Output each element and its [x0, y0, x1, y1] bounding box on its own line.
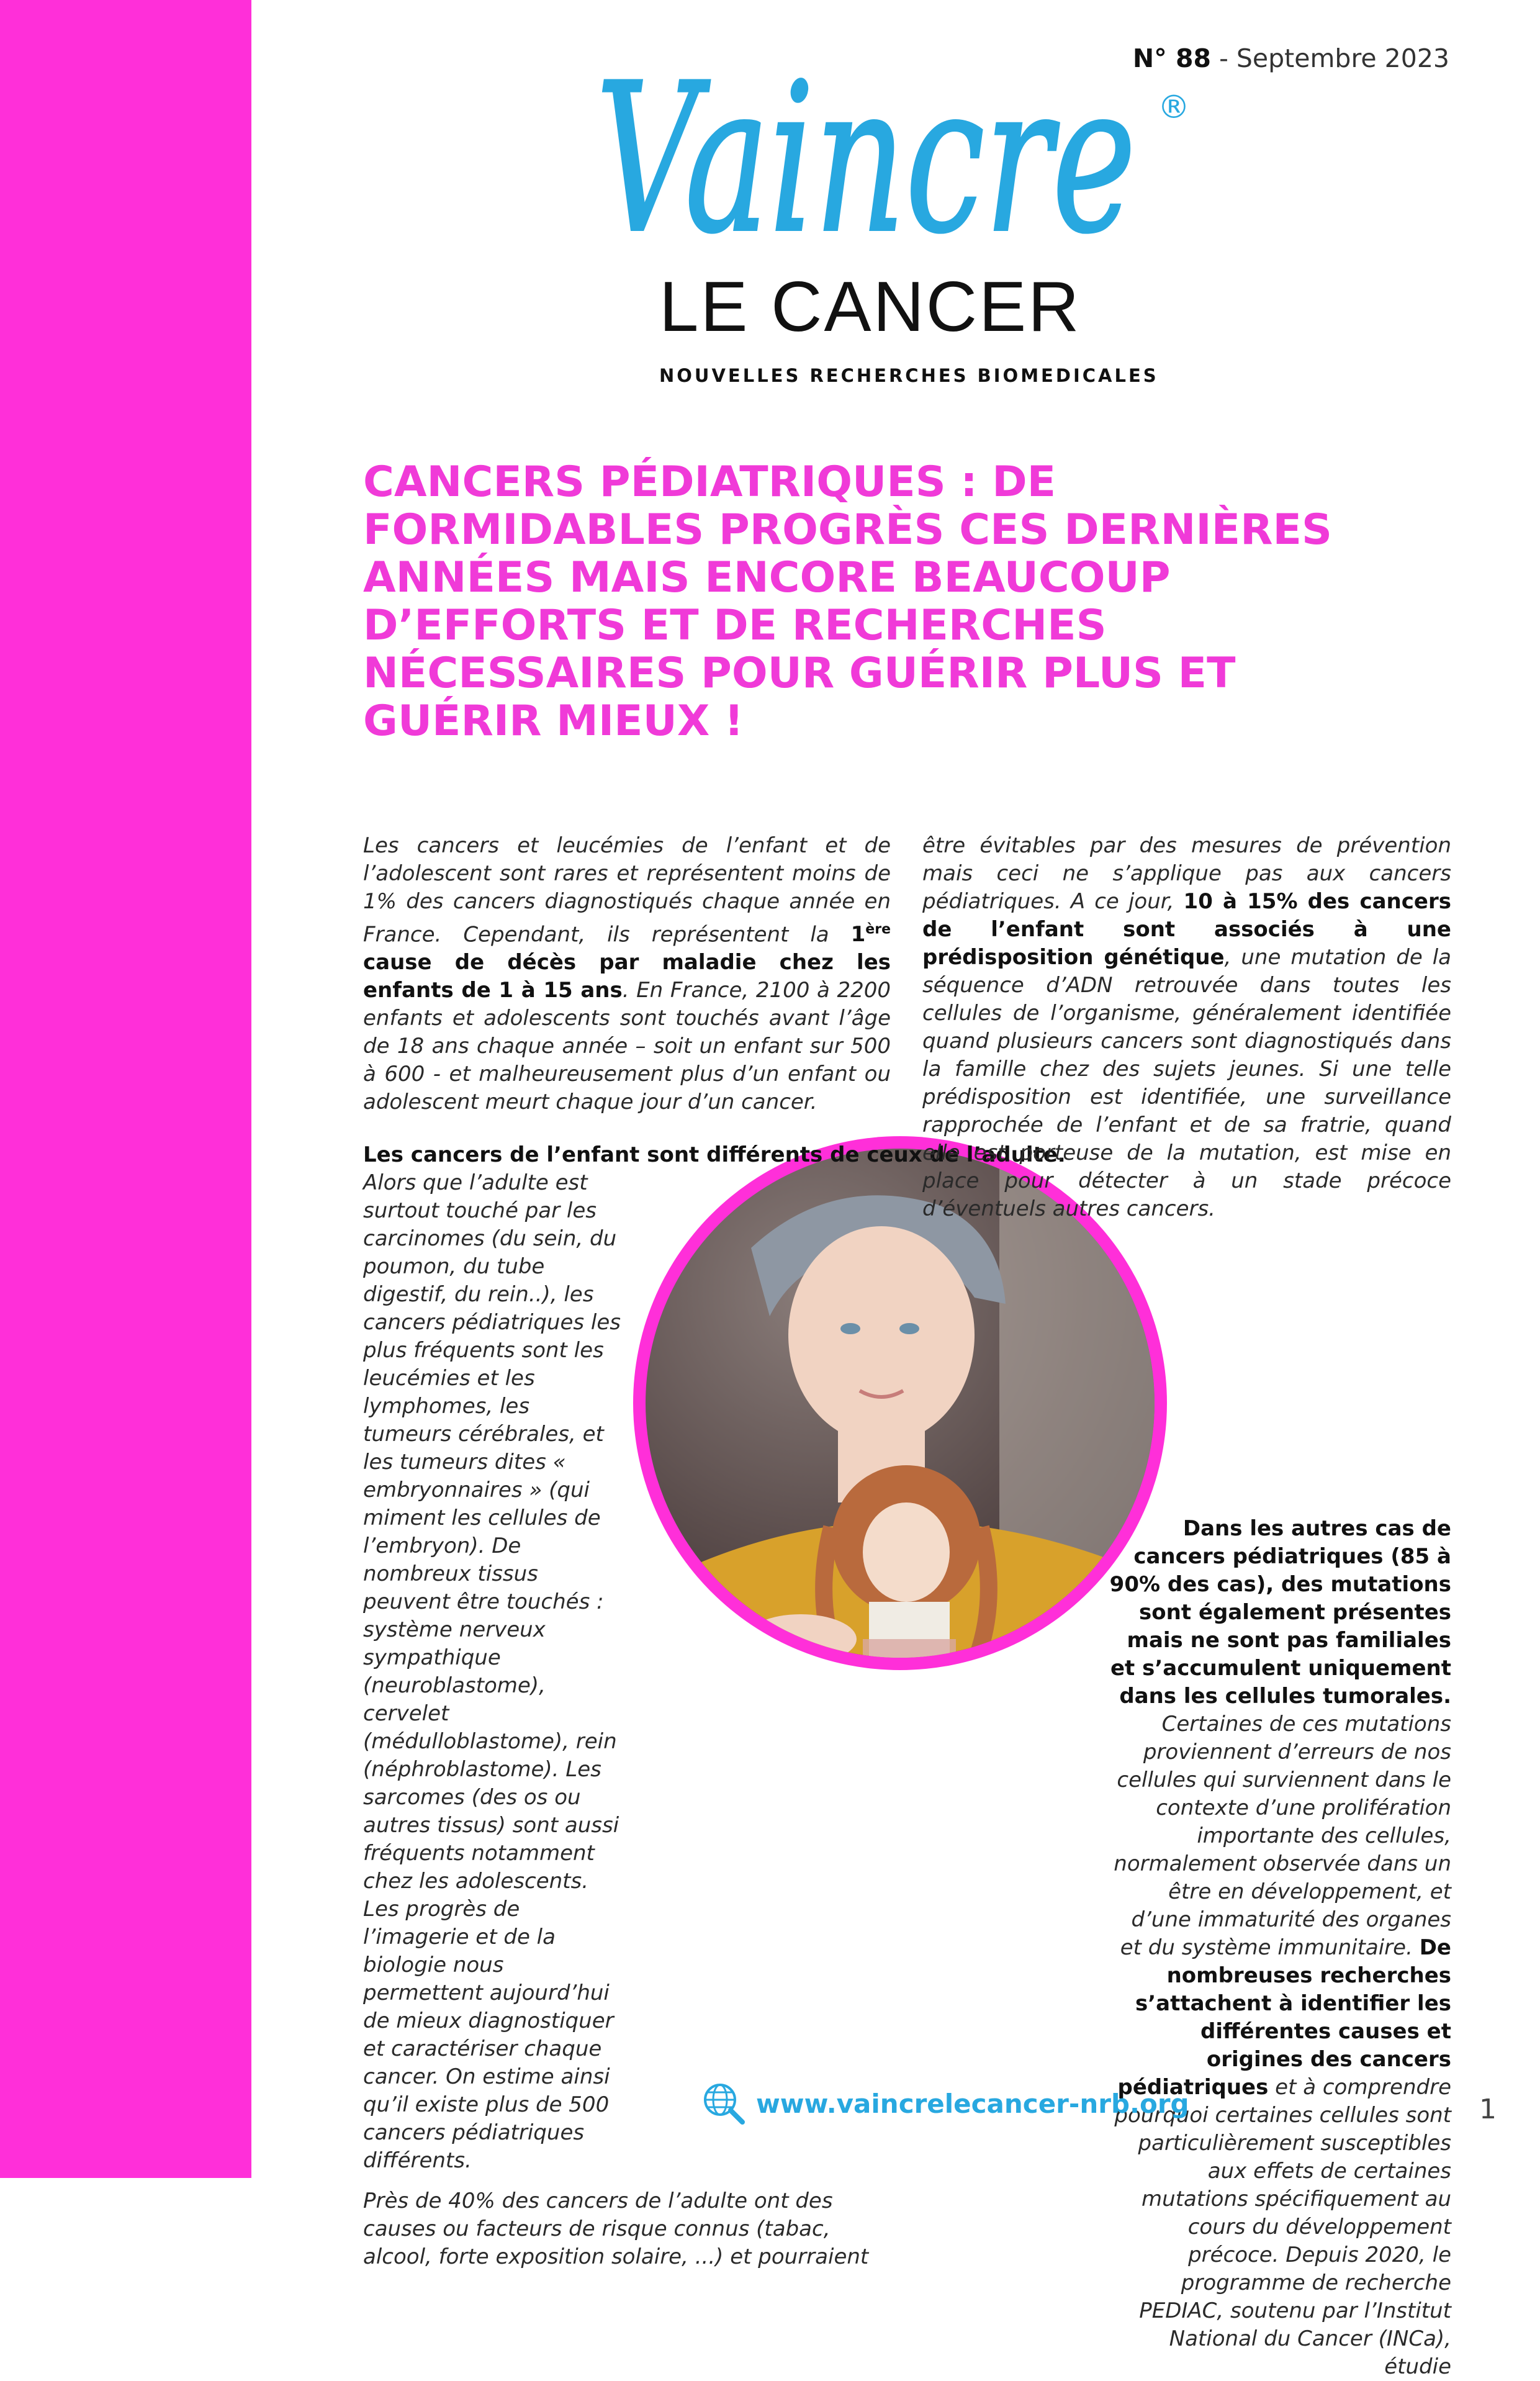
- right-text-4: et à comprendre pourquoi certaines cellules sont particulièrement susceptibles aux effets de certaines mutations spécifiquement au cours du développement précoce. Depuis 2020, le programme de recherche PEDIAC, soutenu par l’Institut National du Cancer (INCa), étudie: [1114, 2075, 1451, 2379]
- right-bold-3: De nombreuses recherches s’attachent à identifier les différentes causes et origines des cancers pédiatriques: [1117, 1935, 1451, 2100]
- website-url[interactable]: www.vaincrelecancer-nrb.org: [756, 2088, 1189, 2119]
- column-right-bottom: [708, 1515, 1451, 2381]
- paragraph-causes: Près de 40% des cancers de l’adulte ont des causes ou facteurs de risque connus (tabac, alcool, forte exposition solaire, ...) et pourraient: [363, 2189, 869, 2269]
- globe-icon: [701, 2081, 746, 2126]
- article-headline: [363, 458, 1468, 745]
- section-heading: Les cancers de l’enfant sont différents de ceux de l’adulte.: [363, 1142, 1066, 1167]
- logo-subtitle: NOUVELLES RECHERCHES BIOMEDICALES: [659, 365, 1159, 386]
- issue-date: - Septembre 2023: [1219, 43, 1449, 73]
- vaincre-script-logo: [596, 43, 1204, 273]
- logo-script-text: Vaincre: [596, 43, 1136, 273]
- column-left-top: [363, 832, 891, 1125]
- magenta-side-bar: [0, 0, 251, 2178]
- intro-text: Les cancers et leucémies de l’enfant et de l’adolescent sont rares et représentent moins de 1% des cancers diagnostiqués chaque année en France. Cependant, ils représentent la: [363, 833, 891, 947]
- paragraph-intro: [363, 832, 891, 1116]
- right-text-2: , une mutation de la séquence d’ADN retrouvée dans toutes les cellules de l’organisme, généralement identifiée quand plusieurs cancers sont diagnostiqués dans la famille chez des sujets jeunes. Si une telle prédisposition est identifiée, une surveillance rapprochée de l’enfant et de sa fratrie, quand elle est porteuse de la mutation, est mise en place pour détecter à un stade précoce d’éventuels autres cancers.: [922, 945, 1451, 1221]
- issue-number: N° 88: [1132, 43, 1212, 73]
- right-text: être évitables par des mesures de prévention mais ceci ne s’applique pas aux cancers pédiatriques. A ce jour,: [922, 833, 1451, 914]
- page-number: 1: [1479, 2094, 1497, 2125]
- headline-line: ANNÉES MAIS ENCORE BEAUCOUP: [363, 553, 1171, 602]
- intro-text-end: . En France, 2100 à 2200 enfants et adolescents sont touchés avant l’âge de 18 ans chaque année – soit un enfant sur 500 à 600 - et malheureusement plus d’un enfant ou adolescent meurt chaque jour d’un cancer.: [363, 978, 891, 1115]
- right-bold: 10 à 15% des cancers de l’enfant sont associés à une prédisposition génétique: [922, 889, 1451, 970]
- headline-line: D’EFFORTS ET DE RECHERCHES: [363, 601, 1107, 650]
- headline-line: NÉCESSAIRES POUR GUÉRIR PLUS ET: [363, 649, 1236, 698]
- right-bold-2: Dans les autres cas de cancers pédiatriques (85 à 90% des cas), des mutations sont également présentes mais ne sont pas familiales et s’accumulent uniquement dans les cellules tumorales.: [1109, 1516, 1451, 1709]
- headline-line: CANCERS PÉDIATRIQUES : DE: [363, 458, 1056, 507]
- logo-main-text: LE CANCER: [659, 268, 1081, 346]
- headline-line: GUÉRIR MIEUX !: [363, 697, 744, 746]
- column-right-top: [922, 832, 1451, 1223]
- footer-link[interactable]: [701, 2081, 1189, 2126]
- headline-line: FORMIDABLES PROGRÈS CES DERNIÈRES: [363, 505, 1332, 554]
- right-text-3: Certaines de ces mutations proviennent d’erreurs de nos cellules qui surviennent dans le contexte d’une prolifération importante des cellules, normalement observée dans un être en développement, et d’une immaturité des organes et du système immunitaire.: [1114, 1712, 1451, 1960]
- intro-bold: 1ère cause de décès par maladie chez les enfants de 1 à 15 ans: [363, 922, 891, 1003]
- section-body: Alors que l’adulte est surtout touché par les carcinomes (du sein, du poumon, du tube digestif, du rein..), les cancers pédiatriques les plus fréquents sont les leucémies et les lymphomes, les tumeurs cérébrales, et les tumeurs dites « embryonnaires » (qui miment les cellules de l’embryon). De nombreux tissus peuvent être touchés : système nerveux sympathique (neuroblastome), cervelet (médulloblastome), rein (néphroblastome). Les sarcomes (des os ou autres tissus) sont aussi fréquents notamment chez les adolescents. Les progrès de l’imagerie et de la biologie nous permettent aujourd’hui de mieux diagnostiquer et caractériser chaque cancer. On estime ainsi qu’il existe plus de 500 cancers pédiatriques différents.: [363, 1170, 621, 2173]
- registered-mark: ®: [1158, 89, 1190, 126]
